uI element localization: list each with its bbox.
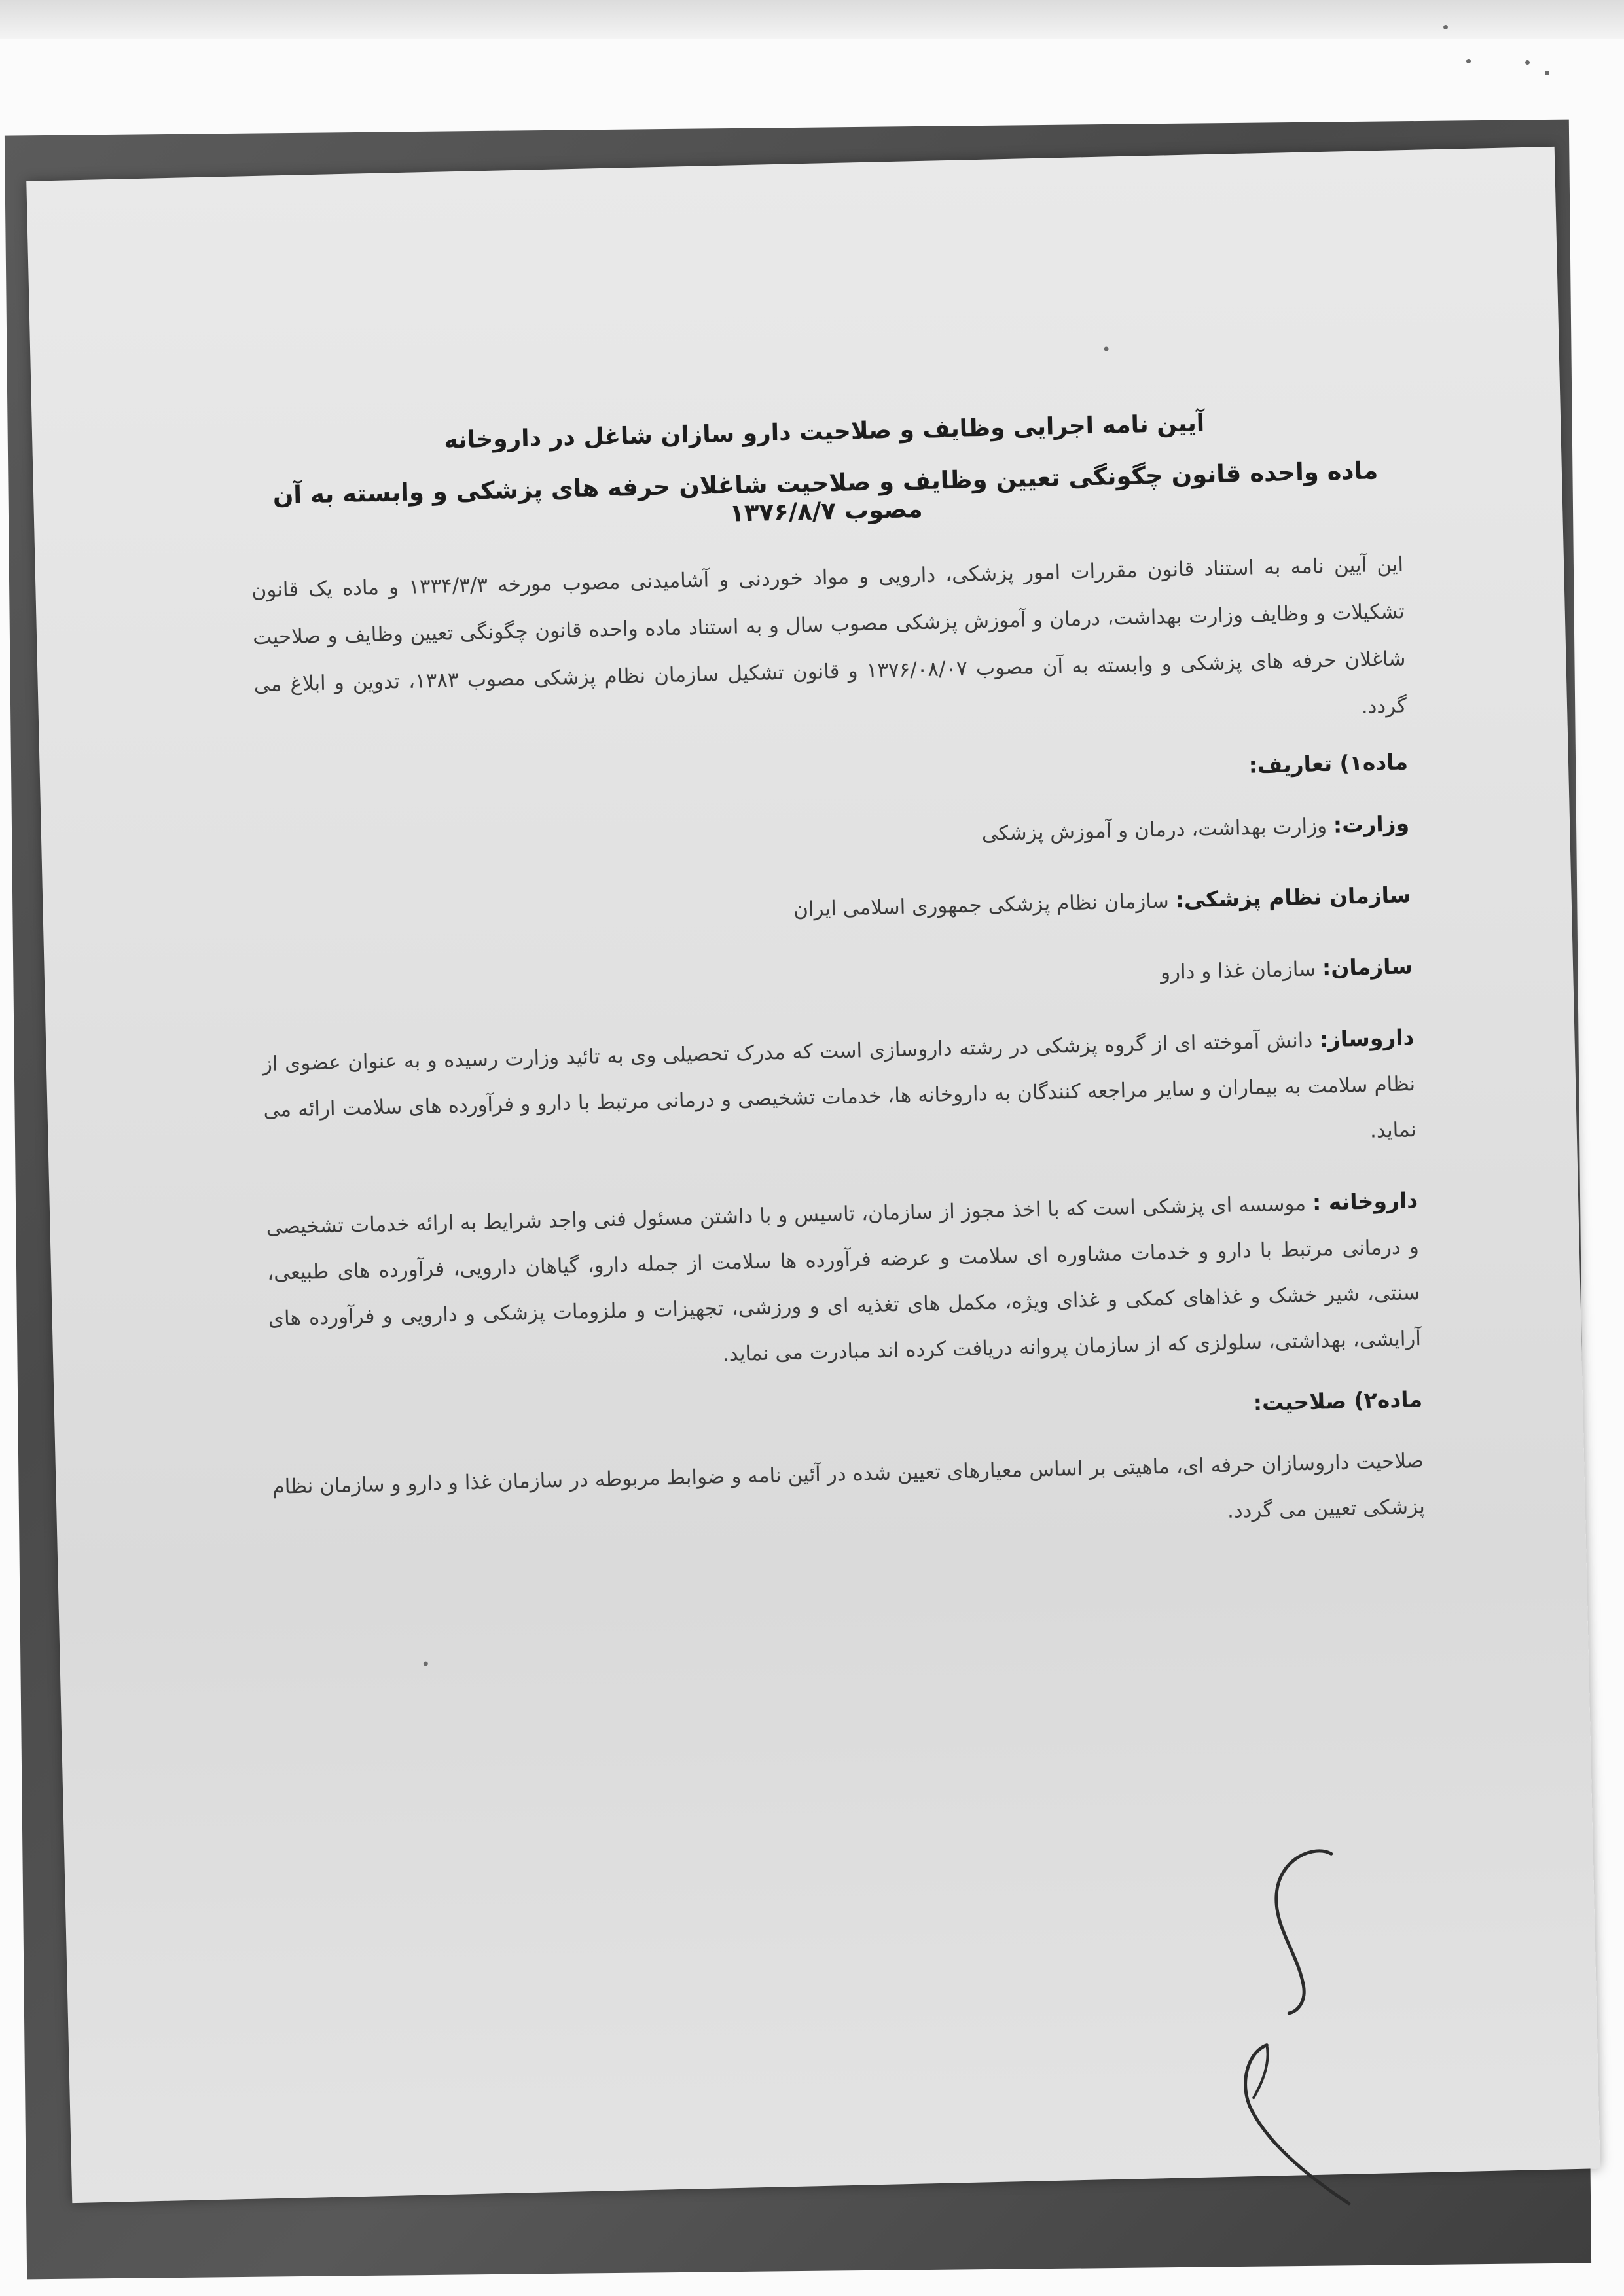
article-1-heading: ماده۱) تعاریف: xyxy=(1248,749,1409,778)
scanner-top-edge xyxy=(0,0,1624,39)
definition-text: دانش آموخته ای از گروه پزشکی در رشته داروسازی است که مدرک تحصیلی وی به تائید وزارت رسیده و به عنوان عضوی از نظام سلامت به بیماران و سایر مراجعه کنندگان به داروخانه ها، خدمات تشخیصی و درمانی مرتبط با دارو و فرآورده های سلامت ارائه می نماید. xyxy=(262,1028,1417,1143)
definition-item xyxy=(261,943,1413,1016)
speck-mark xyxy=(1525,60,1530,65)
speck-mark xyxy=(1104,346,1108,351)
article-2-paragraph: صلاحیت داروسازان حرفه ای، ماهیتی بر اساس معیارهای تعیین شده در آئین نامه و ضوابط مربوطه در سازمان غذا و دارو و سازمان نظام پزشکی تعیین می گردد. xyxy=(272,1448,1426,1523)
paper-sheet xyxy=(26,147,1600,2203)
speck-mark xyxy=(1545,71,1549,75)
definition-term: سازمان نظام پزشکی: xyxy=(1175,882,1411,913)
definition-item xyxy=(262,1014,1416,1179)
definition-item xyxy=(259,872,1411,944)
document-title: آیین نامه اجرایی وظایف و صلاحیت دارو سازان شاغل در داروخانه xyxy=(443,410,1205,454)
article-2-heading: ماده۲) صلاحیت: xyxy=(1253,1386,1423,1416)
document-body xyxy=(248,405,1426,1580)
document-subtitle: ماده واحده قانون چگونگی تعیین وظایف و صلاحیت شاغلان حرفه های پزشکی و وابسته به آن مصوب ۱۳۷۶/۸/۷ xyxy=(272,456,1379,528)
definition-text: سازمان نظام پزشکی جمهوری اسلامی ایران xyxy=(793,889,1170,922)
definition-text: وزارت بهداشت، درمان و آموزش پزشکی xyxy=(981,814,1327,846)
definition-text: سازمان غذا و دارو xyxy=(1160,957,1316,984)
definition-item xyxy=(257,800,1410,873)
definition-term: داروساز: xyxy=(1319,1024,1415,1052)
definition-text: موسسه ای پزشکی است که با اخذ مجوز از سازمان، تاسیس و با داشتن مسئول فنی واجد شرایط به ارائه خدمات تشخیصی و درمانی مرتبط با دارو و خدمات مشاوره ای سلامت و عرضه فرآورده ها سلامت از جمله دارو، گیاهان دارویی، فرآورده های طبیعی، سنتی، شیر خشک و غذاهای کمکی و غذای ویژه، مکمل های تغذیه ای و ورزشی، تجهیزات و ملزومات پزشکی و دارویی و فرآورده های آرایشی، بهداشتی، سلولزی که از سازمان پروانه دریافت کرده اند مبادرت می نماید. xyxy=(266,1191,1422,1367)
definition-term: وزارت: xyxy=(1333,810,1410,838)
definition-term: سازمان: xyxy=(1322,953,1413,981)
intro-paragraph: این آیین نامه به استناد قانون مقررات امور پزشکی، دارویی و مواد خوردنی و آشامیدنی مصوب مورخه ۱۳۳۴/۳/۳ و ماده یک قانون تشکیلات و وظایف وزارت بهداشت، درمان و آموزش پزشکی مصوب سال و به استناد ماده واحده قانون چگونگی تعیین وظایف و صلاحیت شاغلان حرفه های پزشکی و وابسته به آن مصوب ۱۳۷۶/۰۸/۰۷ و قانون تشکیل سازمان نظام پزشکی مصوب ۱۳۸۳، تدوین و ابلاغ می گردد. xyxy=(251,552,1407,719)
definition-item xyxy=(266,1177,1422,1388)
speck-mark xyxy=(1443,25,1448,29)
definition-term: داروخانه : xyxy=(1312,1187,1418,1215)
speck-mark xyxy=(424,1662,428,1666)
speck-mark xyxy=(1466,59,1471,63)
handwritten-signature xyxy=(1217,1846,1396,2216)
